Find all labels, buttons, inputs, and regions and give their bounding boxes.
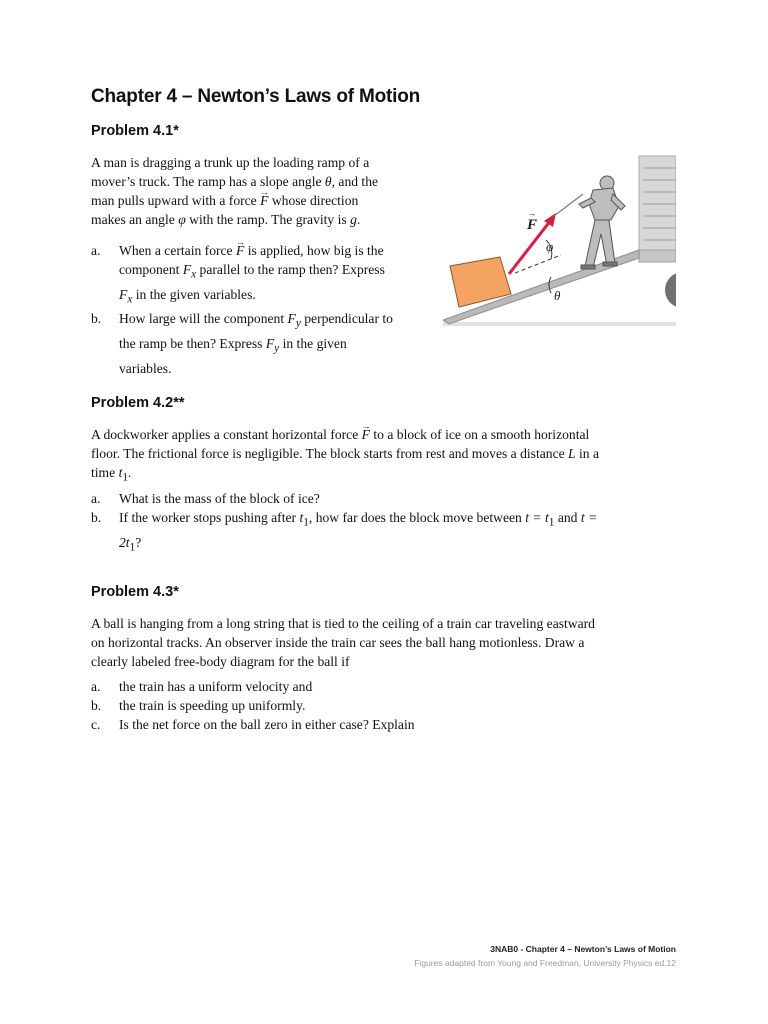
ramp-figure <box>443 154 676 336</box>
list-item: a. What is the mass of the block of ice? <box>91 491 320 506</box>
list-item: a. When a certain force → F is applied, how big is the component $F_x$ parallel to the ramp then? Express $F_x$ in the given variables. <box>91 241 436 309</box>
problem-heading-4-2: Problem 4.2** <box>91 395 185 411</box>
footer-title: 3NAB0 - Chapter 4 – Newton’s Laws of Motion <box>490 944 676 954</box>
problem-4-1-questions <box>91 241 436 378</box>
list-item: c. Is the net force on the ball zero in either case? Explain <box>91 717 415 732</box>
ground <box>443 322 676 326</box>
truck-wheel <box>665 272 676 308</box>
problem-4-3-intro: A ball is hanging from a long string that is tied to the ceiling of a train car traveling eastward on horizontal tracks. An observer inside the train car sees the ball hang motionless. Draw a clearly labeled free-body diagram for the ball if <box>91 616 595 669</box>
footer-credit: Figures adapted from Young and Freedman, University Physics ed.12 <box>414 958 676 968</box>
chapter-title: Chapter 4 – Newton’s Laws of Motion <box>91 86 421 107</box>
problem-4-2-intro: A dockworker applies a constant horizontal force → F to a block of ice on a smooth horizontal floor. The frictional force is negligible. The block starts from rest and moves a distance L in a time $t_1$. <box>91 425 681 488</box>
problem-4-3-questions <box>91 677 681 734</box>
svg-text:→: → <box>527 208 536 218</box>
problem-4-1-intro: A man is dragging a trunk up the loading ramp of a mover’s truck. The ramp has a slope angle θ, and the man pulls upward with a force → F whose direction makes an angle φ with the ramp. The gravity is g. <box>91 153 431 229</box>
man-figure <box>579 176 625 269</box>
list-item: a. the train has a uniform velocity and <box>91 679 313 694</box>
phi-label: φ <box>546 239 554 254</box>
list-item: b. If the worker stops pushing after $t_1$, how far does the block move between $t = t_1$ and t = $2t_1$? <box>91 510 598 554</box>
problem-heading-4-3: Problem 4.3* <box>91 584 179 600</box>
problem-4-2-questions <box>91 489 681 557</box>
force-label: F <box>527 217 538 233</box>
problem-heading-4-1: Problem 4.1* <box>91 123 179 139</box>
list-item: b. the train is speeding up uniformly. <box>91 698 306 713</box>
theta-label: θ <box>554 288 561 303</box>
list-item: b. How large will the component $F_y$ perpendicular to the ramp be then? Express $F_y$ in the given variables. <box>91 311 393 376</box>
